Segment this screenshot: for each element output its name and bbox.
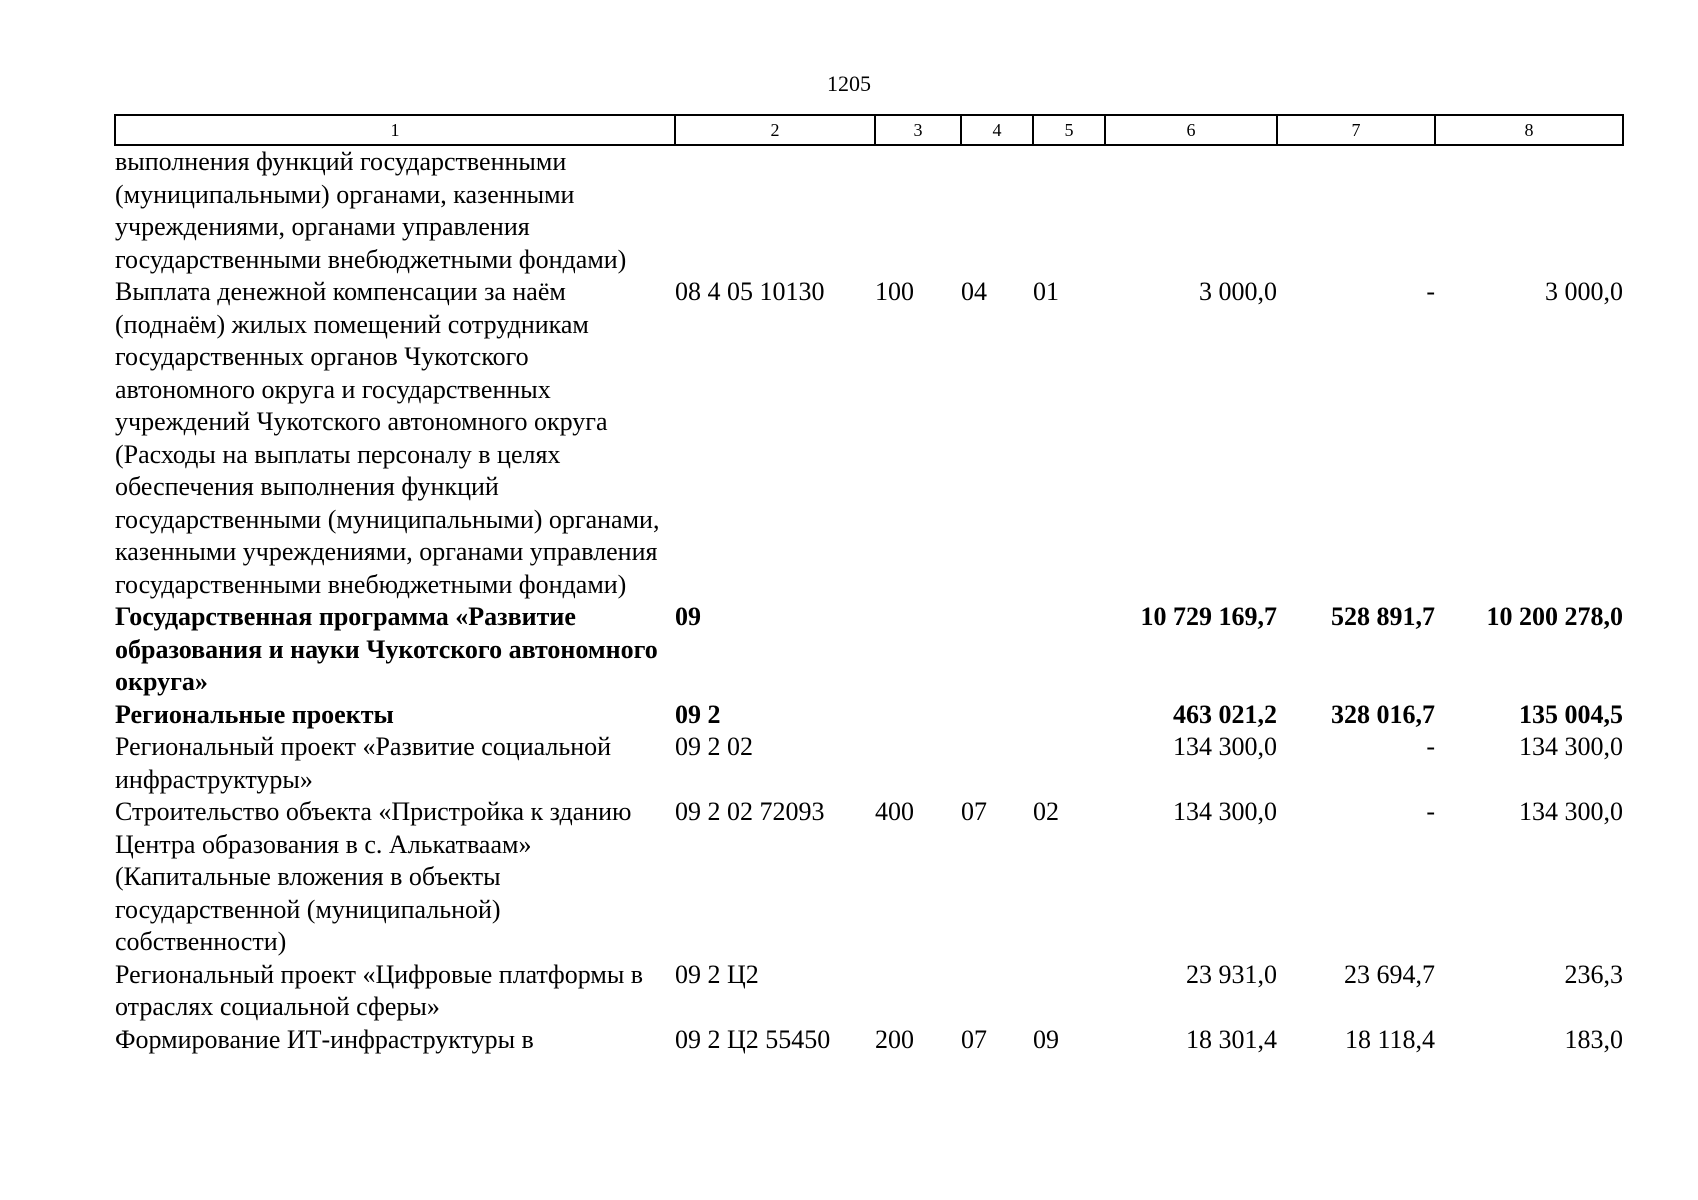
amount-col8: 135 004,5: [1519, 699, 1623, 729]
subsection-code: 02: [1033, 797, 1059, 826]
amount-col7: 23 694,7: [1344, 959, 1435, 989]
expense-type-code: [875, 145, 961, 276]
budget-table: [114, 114, 1624, 1056]
section-code: 07: [961, 797, 987, 826]
amount-col7: -: [1426, 732, 1435, 761]
expense-type-code: 100: [875, 277, 914, 306]
row-description: Государственная программа «Развитие образования и науки Чукотского автономного округа»: [115, 602, 658, 696]
program-code: 08 4 05 10130: [675, 277, 825, 306]
table-row: [115, 731, 1623, 796]
row-description: Региональный проект «Цифровые платформы в отраслях социальной сферы»: [115, 959, 644, 1021]
amount-total: 3 000,0: [1199, 277, 1277, 306]
subsection-code: [1033, 145, 1105, 276]
amount-total: 463 021,2: [1173, 699, 1277, 729]
program-code: 09 2 02 72093: [675, 797, 825, 826]
section-code: [961, 601, 1033, 699]
amount-col7: 528 891,7: [1331, 602, 1435, 631]
table-row: [115, 959, 1623, 1024]
expense-type-code: 400: [875, 797, 914, 826]
amount-col7: [1277, 145, 1435, 276]
expense-type-code: [875, 731, 961, 796]
table-row: [115, 276, 1623, 601]
subsection-code: 01: [1033, 277, 1059, 306]
amount-total: 18 301,4: [1186, 1024, 1277, 1054]
amount-total: 134 300,0: [1173, 732, 1277, 761]
column-header: 5: [1033, 115, 1105, 145]
expense-type-code: [875, 601, 961, 699]
column-header: 6: [1105, 115, 1277, 145]
amount-col8: 134 300,0: [1519, 732, 1623, 761]
amount-col8: 236,3: [1564, 959, 1623, 989]
budget-sheet: [114, 114, 1622, 1056]
column-header: 4: [961, 115, 1033, 145]
amount-total: [1105, 145, 1277, 276]
section-code: [961, 959, 1033, 1024]
amount-total: 23 931,0: [1186, 959, 1277, 989]
table-row: [115, 796, 1623, 959]
amount-col8: 3 000,0: [1545, 277, 1623, 306]
amount-total: 10 729 169,7: [1140, 602, 1277, 631]
row-description: Выплата денежной компенсации за наём (поднаём) жилых помещений сотрудникам государственных органов Чукотского автономного округа и государственных учреждений Чукотского автономного округа (Расходы на выплаты персоналу в целях обеспечения выполнения функций государственными (муниципальными) органами, казенными учреждениями, органами управления государственными внебюджетными фондами): [115, 277, 660, 599]
table-row: [115, 601, 1623, 699]
subsection-code: [1033, 699, 1105, 732]
amount-col7: 328 016,7: [1331, 699, 1435, 729]
table-row: [115, 145, 1623, 276]
program-code: 09: [675, 602, 701, 631]
subsection-code: [1033, 731, 1105, 796]
amount-col7: -: [1426, 277, 1435, 306]
section-code: 07: [961, 1024, 987, 1054]
expense-type-code: [875, 959, 961, 1024]
amount-col8: 134 300,0: [1519, 797, 1623, 826]
section-code: 04: [961, 277, 987, 306]
amount-total: 134 300,0: [1173, 797, 1277, 826]
program-code: 09 2 Ц2: [675, 959, 759, 989]
expense-type-code: [875, 699, 961, 732]
section-code: [961, 699, 1033, 732]
column-header-row: [115, 115, 1623, 145]
program-code: 09 2 02: [675, 732, 753, 761]
program-code: 09 2 Ц2 55450: [675, 1024, 831, 1054]
table-row: [115, 1024, 1623, 1057]
amount-col8: 183,0: [1564, 1024, 1623, 1054]
amount-col8: [1435, 145, 1623, 276]
row-description: выполнения функций государственными (муниципальными) органами, казенными учреждениями, органами управления государственными внебюджетными фондами): [115, 147, 627, 274]
amount-col8: 10 200 278,0: [1486, 602, 1623, 631]
column-header: 3: [875, 115, 961, 145]
row-description: Строительство объекта «Пристройка к зданию Центра образования в с. Алькатваам» (Капитальные вложения в объекты государственной (муниципальной) собственности): [115, 797, 632, 956]
section-code: [961, 731, 1033, 796]
column-header: 8: [1435, 115, 1623, 145]
row-description: Региональные проекты: [115, 699, 394, 729]
program-code: 09 2: [675, 699, 721, 729]
section-code: [961, 145, 1033, 276]
amount-col7: -: [1426, 797, 1435, 826]
column-header: 7: [1277, 115, 1435, 145]
row-description: Региональный проект «Развитие социальной инфраструктуры»: [115, 732, 612, 794]
subsection-code: [1033, 601, 1105, 699]
subsection-code: [1033, 959, 1105, 1024]
row-description: Формирование ИТ-инфраструктуры в: [115, 1024, 534, 1054]
program-code: [675, 145, 875, 276]
amount-col7: 18 118,4: [1344, 1024, 1435, 1054]
page-number: 1205: [827, 71, 871, 96]
column-header: 2: [675, 115, 875, 145]
expense-type-code: 200: [875, 1024, 914, 1054]
subsection-code: 09: [1033, 1024, 1059, 1054]
column-header: 1: [115, 115, 675, 145]
table-row: [115, 699, 1623, 732]
